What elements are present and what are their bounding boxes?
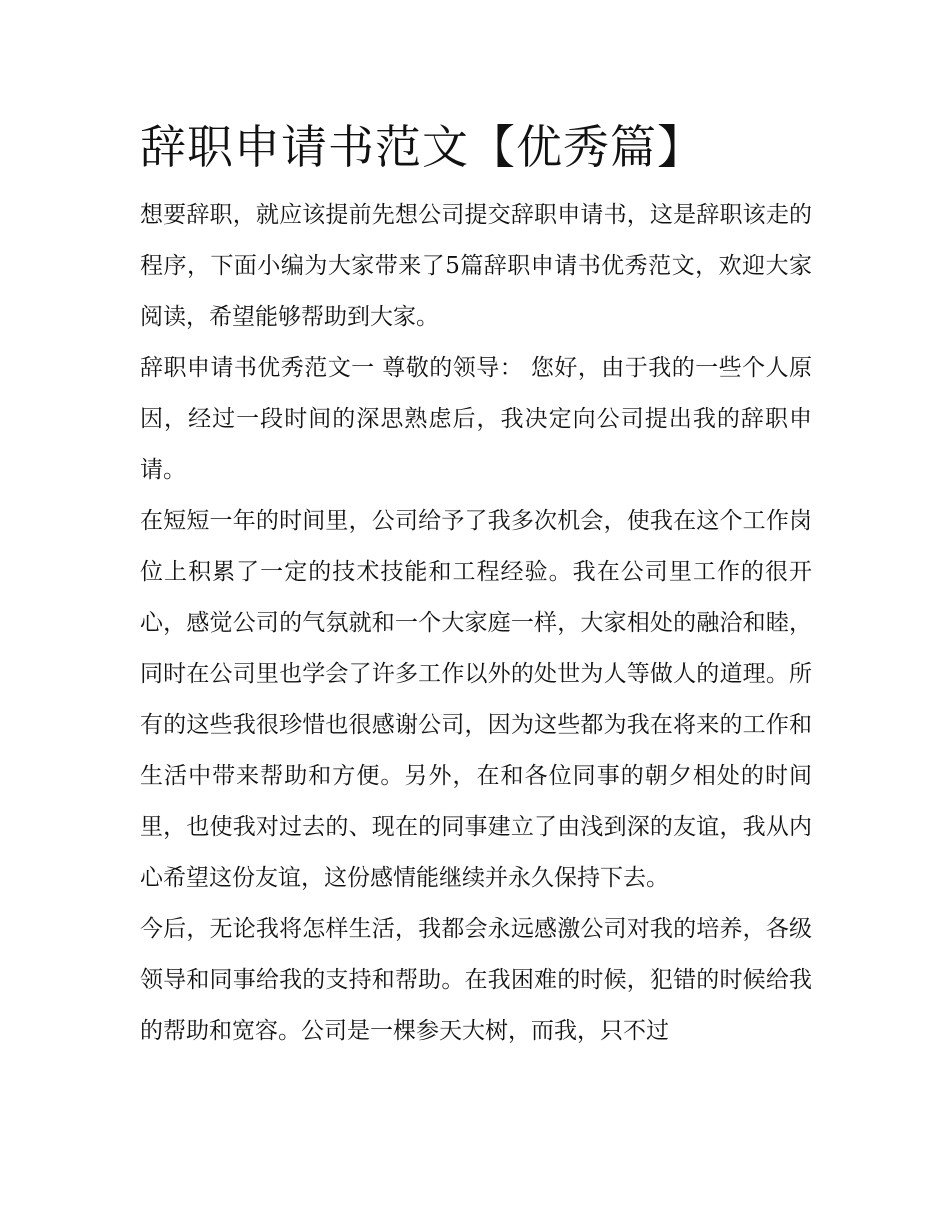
paragraph-intro: 想要辞职，就应该提前先想公司提交辞职申请书，这是辞职该走的程序，下面小编为大家带来了5篇辞职申请书优秀范文，欢迎大家阅读，希望能够帮助到大家。 [140, 202, 812, 330]
paragraph-sample-one-opening: 辞职申请书优秀范文一 尊敬的领导： 您好，由于我的一些个人原因，经过一段时间的深思熟虑后，我决定向公司提出我的辞职申请。 [140, 355, 812, 483]
document-page [140, 112, 812, 1057]
document-title: 辞职申请书范文【优秀篇】 [140, 120, 704, 174]
paragraph-future: 今后，无论我将怎样生活，我都会永远感激公司对我的培养，各级领导和同事给我的支持和帮助。在我困难的时候，犯错的时候给我的帮助和宽容。公司是一棵参天大树，而我，只不过 [140, 916, 812, 1044]
paragraph-gratitude: 在短短一年的时间里，公司给予了我多次机会，使我在这个工作岗位上积累了一定的技术技能和工程经验。我在公司里工作的很开心，感觉公司的气氛就和一个大家庭一样，大家相处的融洽和睦，同时在公司里也学会了许多工作以外的处世为人等做人的道理。所有的这些我很珍惜也很感谢公司，因为这些都为我在将来的工作和生活中带来帮助和方便。另外，在和各位同事的朝夕相处的时间里，也使我对过去的、现在的同事建立了由浅到深的友谊，我从内心希望这份友谊，这份感情能继续并永久保持下去。 [140, 508, 812, 891]
